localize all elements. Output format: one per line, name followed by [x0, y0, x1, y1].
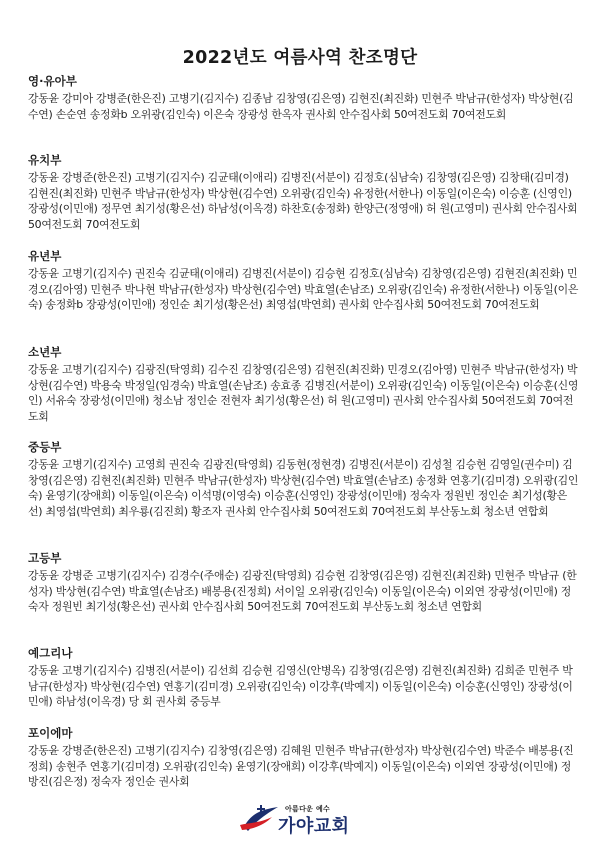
church-emblem-icon — [238, 803, 282, 837]
section-kindergarten — [28, 153, 580, 232]
section-heading: 영·유아부 — [28, 74, 77, 88]
page-title: 2022년도 여름사역 찬조명단 — [182, 48, 418, 68]
section-donor-list: 강동윤 고병기(김지수) 김병진(서분이) 김선희 김승현 김영신(안병옥) 김창영(김은영) 김현진(최진화) 김희준 민현주 박남규(한성자) 박상현(김수연) 연홍기(김미경) 오위광(김인숙) 이강후(박예지) 이동일(이은숙) 이승훈(신영인) 장광성(이민애) 하남성(이옥경) 당 회 권사회 중등부 — [28, 664, 573, 709]
section-heading: 소년부 — [28, 345, 62, 359]
logo-church-name: 가야교회 — [278, 816, 350, 837]
section-primary — [28, 249, 580, 313]
section-heading: 예그리나 — [28, 646, 73, 660]
section-donor-list: 강동윤 강병준(한은진) 고병기(김지수) 김창영(김은영) 김혜원 민현주 박남규(한성자) 박상현(김수연) 박준수 배봉용(진정희) 송현주 연홍기(김미경) 오위광(김인숙) 윤영기(장애희) 이강후(박예지) 이동일(이은숙) 이외연 장광성(이민애) 정방진(김은정) 정숙자 정인순 권사회 — [28, 744, 574, 789]
section-yegrina — [28, 646, 580, 710]
section-donor-list: 강동윤 고병기(김지수) 고영희 권진숙 김광진(탁영희) 김동현(정현경) 김병진(서분이) 김성철 김승현 김영일(권수미) 김창영(김은영) 김현진(최진화) 민현주 박남규(한성자) 박상현(김수연) 박효열(손남조) 송정화 연홍기(김미경) 오위광(김인숙) 윤영기(장애희) 이동일(이은숙) 이석명(이영숙) 이승훈(신영인) 장광성(이민애) 정숙자 정원빈 정인순 최기성(황은선) 최영섭(박연희) 최우룡(김진희) 황조자 권사회 안수집사회 50여전도회 70여전도회 부산동노회 청소년 연합회 — [28, 458, 579, 518]
section-donor-list: 강동윤 강병준(한은진) 고병기(김지수) 김균태(이애리) 김병진(서분이) 김정호(심남숙) 김창영(김은영) 김창태(김미경) 김현진(최진화) 민현주 박남규(한성자) 박상현(김수연) 오위광(김인숙) 유정한(서한나) 이동일(이은숙) 이승훈 (신영인) 장광성(이민애) 정무연 최기성(황은선) 하남성(이옥경) 하찬호(송정화) 한양근(정영애) 허 원(고영미) 권사회 안수집사회 50여전도회 70여전도회 — [28, 171, 578, 231]
section-junior — [28, 345, 580, 424]
section-infant — [28, 74, 580, 122]
section-donor-list: 강동윤 강미아 강병준(한은진) 고병기(김지수) 김종남 김창영(김은영) 김현진(최진화) 민현주 박남규(한성자) 박상현(김수연) 손순연 송정화b 오위광(김인숙) 이은숙 장광성 한옥자 권사회 안수집사회 50여전도회 70여전도회 — [28, 92, 574, 121]
section-heading: 유치부 — [28, 153, 62, 167]
section-donor-list: 강동윤 강병준 고병기(김지수) 김경수(주애순) 김광진(탁영희) 김승현 김창영(김은영) 김현진(최진화) 민현주 박남규 (한성자) 박상현(김수연) 박효열(손남조) 배봉용(진정희) 서이일 오위광(김인숙) 이동일(이은숙) 이외연 장광성(이민애) 정숙자 정원빈 최기성(황은선) 권사회 안수집사회 50여전도회 70여전도회 부산동노회 청소년 연합회 — [28, 569, 577, 614]
section-poiema — [28, 726, 580, 790]
section-heading: 유년부 — [28, 249, 62, 263]
logo-tagline: 아름다운 예수 — [285, 805, 331, 813]
section-heading: 중등부 — [28, 440, 62, 454]
section-middle-school — [28, 440, 580, 519]
emblem-cross-horizontal — [257, 808, 265, 810]
section-high-school — [28, 551, 580, 615]
section-donor-list: 강동윤 고병기(김지수) 권진숙 김균태(이애리) 김병진(서분이) 김승현 김정호(심남숙) 김창영(김은영) 김현진(최진화) 민경오(김아영) 민현주 박나현 박남규(한성자) 박상현(김수연) 박효열(손남조) 오위광(김인숙) 유정한(서한나) 이동일(이은숙) 송정화b 장광성(이민애) 정인순 최기성(황은선) 최영섭(박연희) 권사회 안수집사회 50여전도회 70여전도회 — [28, 267, 579, 312]
section-heading: 고등부 — [28, 551, 62, 565]
church-logo — [238, 801, 398, 841]
section-donor-list: 강동윤 고병기(김지수) 김광진(탁영희) 김수진 김창영(김은영) 김현진(최진화) 민경오(김아영) 민현주 박남규(한성자) 박상현(김수연) 박용숙 박정일(임경숙) 박효열(손남조) 송효종 김병진(서분이) 오위광(김인숙) 이동일(이은숙) 이승훈(신영인) 서유숙 장광성(이민애) 청소남 정인순 전현자 최기성(황은선) 허 원(고영미) 권사회 안수집사회 50여전도회 70여전도회 — [28, 363, 579, 423]
section-heading: 포이에마 — [28, 726, 73, 740]
